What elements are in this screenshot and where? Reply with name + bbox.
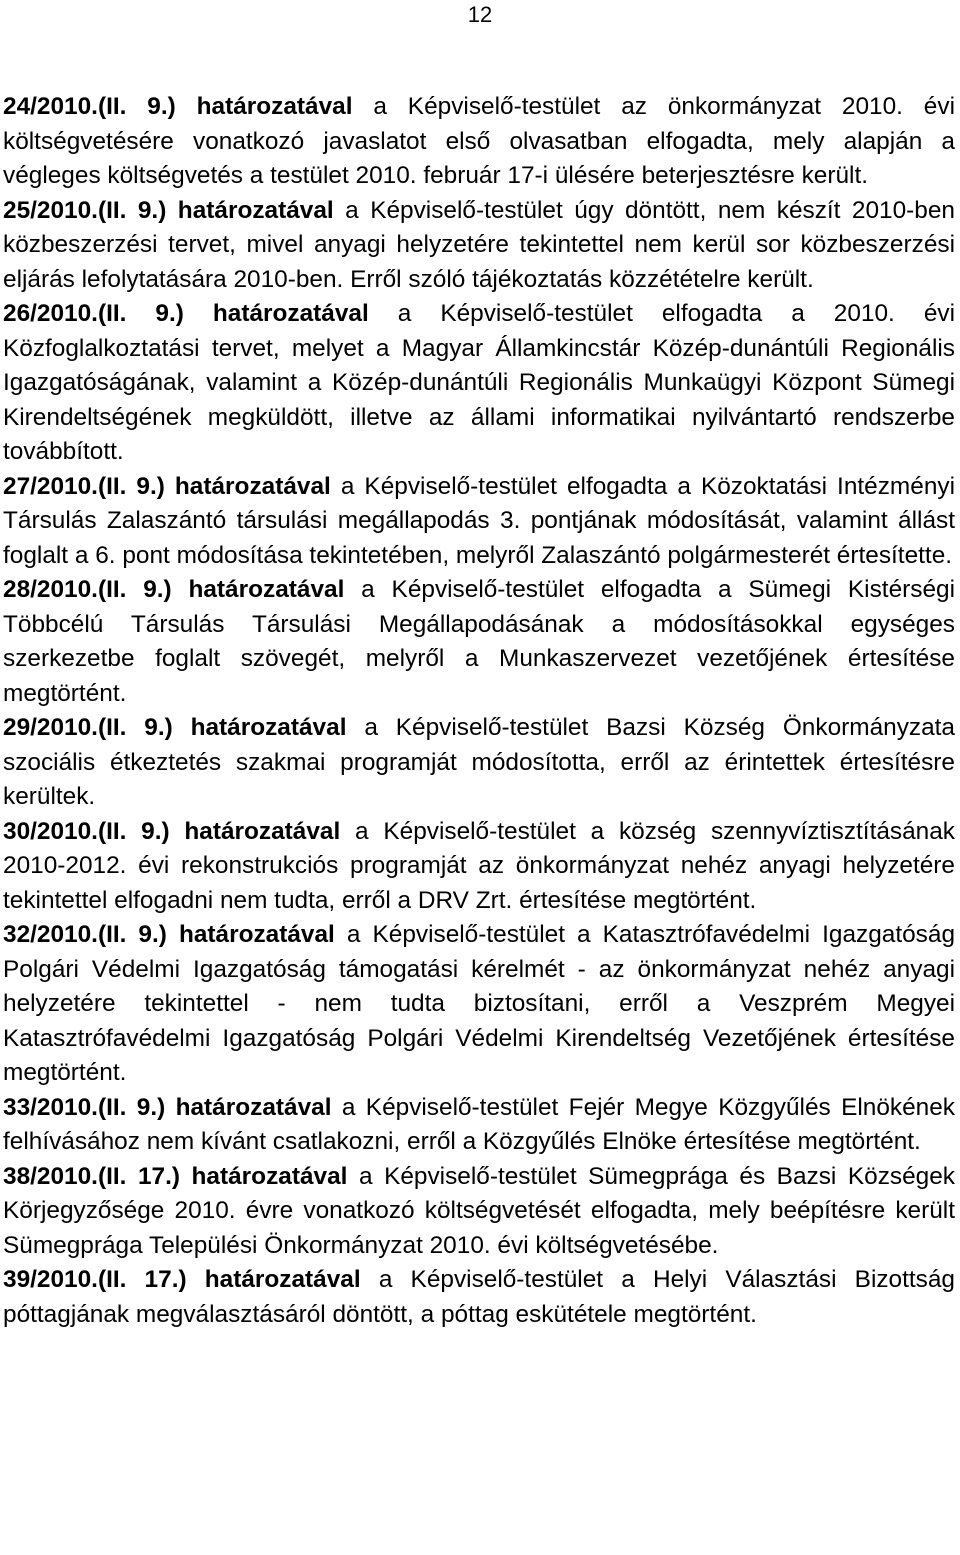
resolution-entry-28: [3, 573, 955, 711]
resolution-entry-30: [3, 815, 955, 919]
resolution-ref: 28/2010.(II. 9.) határozatával: [3, 576, 345, 603]
resolution-text: a Képviselő-testület Sümegprága és Bazsi Községek Körjegyzősége 2010. évre vonatkozó költségvetését elfogadta, mely beépítésre került Sümegprága Települési Önkormányzat 2010. évi költségvetésébe.: [3, 1162, 955, 1259]
document-body: [3, 90, 955, 1332]
resolution-entry-39: [3, 1263, 955, 1332]
resolution-ref: 24/2010.(II. 9.) határozatával: [3, 93, 353, 120]
resolution-ref: 26/2010.(II. 9.) határozatával: [3, 300, 369, 327]
resolution-ref: 25/2010.(II. 9.) határozatával: [3, 196, 334, 224]
resolution-entry-29: [3, 711, 955, 815]
resolution-entry-24: [3, 90, 955, 194]
resolution-text: a Képviselő-testület az önkormányzat 2010. évi költségvetésére vonatkozó javaslatot első olvasatban elfogadta, mely alapján a végleges költségvetés a testület 2010. február 17-i ülésére beterjesztésre került.: [3, 93, 955, 189]
resolution-text: a Képviselő-testület elfogadta a Közoktatási Intézményi Társulás Zalaszántó társulási megállapodás 3. pontjának módosítását, valamint állást foglalt a 6. pont módosítása tekintetében, melyről Zalaszántó polgármesterét értesítette.: [3, 472, 955, 569]
resolution-ref: 30/2010.(II. 9.) határozatával: [3, 817, 341, 845]
resolution-ref: 27/2010.(II. 9.) határozatával: [3, 472, 331, 500]
resolution-entry-33: [3, 1091, 955, 1160]
resolution-ref: 38/2010.(II. 17.) határozatával: [3, 1162, 348, 1190]
resolution-entry-32: [3, 918, 955, 1091]
resolution-text: a Képviselő-testület Fejér Megye Közgyűlés Elnökének felhívásához nem kívánt csatlakozni, erről a Közgyűlés Elnöke értesítése megtörtént.: [3, 1093, 955, 1155]
resolution-entry-25: [3, 194, 955, 298]
resolution-ref: 39/2010.(II. 17.) határozatával: [3, 1266, 361, 1293]
resolution-text: a Képviselő-testület a Katasztrófavédelmi Igazgatóság Polgári Védelmi Igazgatóság támogatási kérelmét - az önkormányzat nehéz anyagi helyzetére tekintettel - nem tudta biztosítani, erről a Veszprém Megyei Katasztrófavédelmi Igazgatóság Polgári Védelmi Kirendeltség Vezetőjének értesítése megtörtént.: [3, 921, 956, 1086]
resolution-text: a Képviselő-testület elfogadta a 2010. évi Közfoglalkoztatási tervet, melyet a Magyar Államkincstár Közép-dunántúli Regionális Igazgatóságának, valamint a Közép-dunántúli Regionális Munkaügyi Központ Sümegi Kirendeltségének megküldött, illetve az állami informatikai nyilvántartó rendszerbe továbbított.: [3, 300, 955, 465]
resolution-entry-26: [3, 297, 955, 470]
resolution-ref: 33/2010.(II. 9.) határozatával: [3, 1093, 332, 1121]
resolution-text: a Képviselő-testület elfogadta a Sümegi Kistérségi Többcélú Társulás Társulási Megállapodásának a módosításokkal egységes szerkezetbe foglalt szövegét, melyről a Munkaszervezet vezetőjének értesítése megtörtént.: [3, 576, 955, 707]
resolution-text: a Képviselő-testület a község szennyvíztisztításának 2010-2012. évi rekonstrukciós programját az önkormányzat nehéz anyagi helyzetére tekintettel elfogadni nem tudta, erről a DRV Zrt. értesítése megtörtént.: [3, 817, 956, 914]
page-number: 12: [467, 2, 493, 27]
resolution-entry-38: [3, 1160, 955, 1264]
resolution-entry-27: [3, 470, 955, 574]
resolution-text: a Képviselő-testület Bazsi Község Önkormányzata szociális étkeztetés szakmai programját módosította, erről az érintettek értesítésre kerültek.: [3, 714, 955, 810]
resolution-text: a Képviselő-testület úgy döntött, nem készít 2010-ben közbeszerzési tervet, mivel anyagi helyzetére tekintettel nem kerül sor közbeszerzési eljárás lefolytatására 2010-ben. Erről szóló tájékoztatás közzétételre került.: [3, 196, 956, 293]
resolution-ref: 29/2010.(II. 9.) határozatával: [3, 714, 347, 741]
resolution-text: a Képviselő-testület a Helyi Választási Bizottság póttagjának megválasztásáról döntött, a póttag eskütétele megtörtént.: [3, 1266, 955, 1328]
resolution-ref: 32/2010.(II. 9.) határozatával: [3, 921, 335, 948]
